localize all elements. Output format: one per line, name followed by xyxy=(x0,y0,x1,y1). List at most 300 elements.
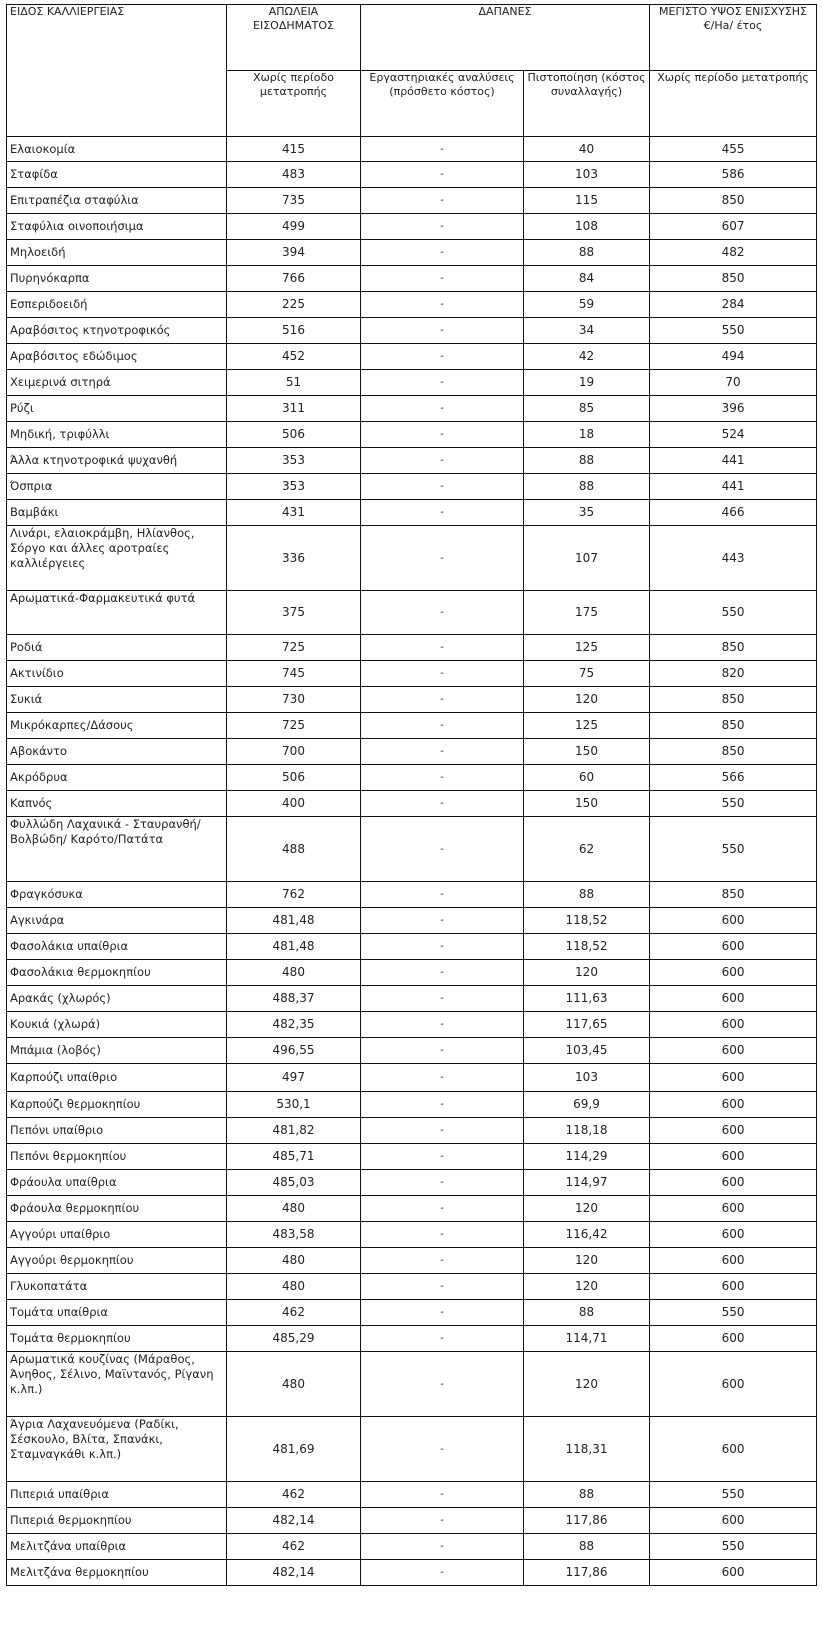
income-loss-cell: 483,58 xyxy=(227,1222,361,1248)
table-row xyxy=(7,765,817,791)
table-row xyxy=(7,1248,817,1274)
income-loss-cell: 480 xyxy=(227,1274,361,1300)
income-loss-cell: 497 xyxy=(227,1064,361,1092)
max-support-cell: 600 xyxy=(650,1012,817,1038)
table-row xyxy=(7,1064,817,1092)
max-support-cell: 850 xyxy=(650,739,817,765)
lab-cost-cell: - xyxy=(361,1417,524,1482)
crop-name-cell: Αραβόσιτος κτηνοτροφικός xyxy=(7,318,227,344)
max-support-cell: 550 xyxy=(650,791,817,817)
crop-name-cell: Μελιτζάνα υπαίθρια xyxy=(7,1534,227,1560)
table-row xyxy=(7,1534,817,1560)
crop-name-cell: Ακτινίδιο xyxy=(7,661,227,687)
certification-cell: 117,86 xyxy=(524,1560,650,1586)
max-support-cell: 600 xyxy=(650,960,817,986)
crop-name-cell: Βαμβάκι xyxy=(7,500,227,526)
crop-name-cell: Πεπόνι υπαίθριο xyxy=(7,1118,227,1144)
max-support-cell: 600 xyxy=(650,934,817,960)
certification-cell: 88 xyxy=(524,1300,650,1326)
lab-cost-cell: - xyxy=(361,137,524,162)
max-support-cell: 600 xyxy=(650,1352,817,1417)
table-row xyxy=(7,934,817,960)
table-row xyxy=(7,318,817,344)
max-support-cell: 850 xyxy=(650,687,817,713)
certification-cell: 120 xyxy=(524,960,650,986)
max-support-cell: 550 xyxy=(650,318,817,344)
lab-cost-cell: - xyxy=(361,1326,524,1352)
income-loss-cell: 530,1 xyxy=(227,1092,361,1118)
lab-cost-cell: - xyxy=(361,396,524,422)
crop-name-cell: Συκιά xyxy=(7,687,227,713)
max-support-cell: 600 xyxy=(650,1508,817,1534)
income-loss-cell: 700 xyxy=(227,739,361,765)
lab-cost-cell: - xyxy=(361,318,524,344)
table-row xyxy=(7,1560,817,1586)
certification-cell: 19 xyxy=(524,370,650,396)
crop-name-cell: Αβοκάντο xyxy=(7,739,227,765)
lab-cost-cell: - xyxy=(361,986,524,1012)
certification-cell: 175 xyxy=(524,591,650,635)
crop-name-cell: Φυλλώδη Λαχανικά - Σταυρανθή/Βολβώδη/ Καρότο/Πατάτα xyxy=(7,817,227,882)
lab-cost-cell: - xyxy=(361,344,524,370)
table-row xyxy=(7,1092,817,1118)
header-max-support: ΜΕΓΙΣΤΟ ΥΨΟΣ ΕΝΙΣΧΥΣΗΣ €/Ha/ έτος xyxy=(650,5,817,71)
max-support-cell: 586 xyxy=(650,162,817,188)
certification-cell: 18 xyxy=(524,422,650,448)
income-loss-cell: 506 xyxy=(227,422,361,448)
income-loss-cell: 483 xyxy=(227,162,361,188)
lab-cost-cell: - xyxy=(361,1038,524,1064)
max-support-cell: 550 xyxy=(650,591,817,635)
max-support-cell: 600 xyxy=(650,1170,817,1196)
certification-cell: 60 xyxy=(524,765,650,791)
certification-cell: 120 xyxy=(524,1248,650,1274)
table-row xyxy=(7,1222,817,1248)
income-loss-cell: 735 xyxy=(227,188,361,214)
lab-cost-cell: - xyxy=(361,1352,524,1417)
table-row xyxy=(7,1012,817,1038)
table-row xyxy=(7,526,817,591)
lab-cost-cell: - xyxy=(361,292,524,318)
income-loss-cell: 480 xyxy=(227,1248,361,1274)
max-support-cell: 494 xyxy=(650,344,817,370)
certification-cell: 115 xyxy=(524,188,650,214)
crop-name-cell: Επιτραπέζια σταφύλια xyxy=(7,188,227,214)
income-loss-cell: 745 xyxy=(227,661,361,687)
max-support-cell: 850 xyxy=(650,882,817,908)
income-loss-cell: 485,03 xyxy=(227,1170,361,1196)
max-support-cell: 443 xyxy=(650,526,817,591)
certification-cell: 62 xyxy=(524,817,650,882)
crop-name-cell: Ρύζι xyxy=(7,396,227,422)
lab-cost-cell: - xyxy=(361,1196,524,1222)
crop-name-cell: Μελιτζάνα θερμοκηπίου xyxy=(7,1560,227,1586)
lab-cost-cell: - xyxy=(361,1092,524,1118)
certification-cell: 118,52 xyxy=(524,934,650,960)
crop-name-cell: Αγγούρι θερμοκηπίου xyxy=(7,1248,227,1274)
certification-cell: 114,97 xyxy=(524,1170,650,1196)
income-loss-cell: 482,14 xyxy=(227,1560,361,1586)
certification-cell: 84 xyxy=(524,266,650,292)
certification-cell: 125 xyxy=(524,713,650,739)
income-loss-cell: 725 xyxy=(227,635,361,661)
max-support-cell: 550 xyxy=(650,1300,817,1326)
table-row xyxy=(7,687,817,713)
crop-name-cell: Αγκινάρα xyxy=(7,908,227,934)
certification-cell: 120 xyxy=(524,1352,650,1417)
table-row xyxy=(7,1300,817,1326)
lab-cost-cell: - xyxy=(361,1300,524,1326)
lab-cost-cell: - xyxy=(361,1144,524,1170)
table-row xyxy=(7,214,817,240)
certification-cell: 120 xyxy=(524,687,650,713)
lab-cost-cell: - xyxy=(361,526,524,591)
table-row xyxy=(7,739,817,765)
lab-cost-cell: - xyxy=(361,474,524,500)
table-row xyxy=(7,1038,817,1064)
crop-name-cell: Μηλοειδή xyxy=(7,240,227,266)
subheader-certification: Πιστοποίηση (κόστος συναλλαγής) xyxy=(524,71,650,137)
header-crop-type: ΕΙΔΟΣ ΚΑΛΛΙΕΡΓΕΙΑΣ xyxy=(7,5,227,137)
crop-name-cell: Μικρόκαρπες/Δάσους xyxy=(7,713,227,739)
support-table xyxy=(6,4,817,1586)
income-loss-cell: 225 xyxy=(227,292,361,318)
crop-name-cell: Μηδική, τριφύλλι xyxy=(7,422,227,448)
income-loss-cell: 394 xyxy=(227,240,361,266)
crop-name-cell: Τομάτα υπαίθρια xyxy=(7,1300,227,1326)
max-support-cell: 284 xyxy=(650,292,817,318)
income-loss-cell: 725 xyxy=(227,713,361,739)
table-row xyxy=(7,1144,817,1170)
certification-cell: 34 xyxy=(524,318,650,344)
income-loss-cell: 415 xyxy=(227,137,361,162)
certification-cell: 88 xyxy=(524,1534,650,1560)
table-row xyxy=(7,635,817,661)
certification-cell: 114,71 xyxy=(524,1326,650,1352)
crop-name-cell: Σταφύλια οινοποιήσιμα xyxy=(7,214,227,240)
table-row xyxy=(7,292,817,318)
subheader-max-support: Χωρίς περίοδο μετατροπής xyxy=(650,71,817,137)
certification-cell: 103 xyxy=(524,1064,650,1092)
income-loss-cell: 462 xyxy=(227,1534,361,1560)
table-row xyxy=(7,266,817,292)
lab-cost-cell: - xyxy=(361,908,524,934)
max-support-cell: 600 xyxy=(650,908,817,934)
income-loss-cell: 730 xyxy=(227,687,361,713)
certification-cell: 75 xyxy=(524,661,650,687)
income-loss-cell: 482,14 xyxy=(227,1508,361,1534)
lab-cost-cell: - xyxy=(361,500,524,526)
max-support-cell: 441 xyxy=(650,474,817,500)
table-row xyxy=(7,908,817,934)
crop-name-cell: Γλυκοπατάτα xyxy=(7,1274,227,1300)
income-loss-cell: 481,48 xyxy=(227,908,361,934)
table-row xyxy=(7,882,817,908)
certification-cell: 88 xyxy=(524,448,650,474)
max-support-cell: 600 xyxy=(650,1248,817,1274)
crop-name-cell: Άλλα κτηνοτροφικά ψυχανθή xyxy=(7,448,227,474)
crop-name-cell: Φράουλα θερμοκηπίου xyxy=(7,1196,227,1222)
income-loss-cell: 336 xyxy=(227,526,361,591)
certification-cell: 118,31 xyxy=(524,1417,650,1482)
subheader-lab-analyses: Εργαστηριακές αναλύσεις (πρόσθετο κόστος) xyxy=(361,71,524,137)
income-loss-cell: 353 xyxy=(227,474,361,500)
lab-cost-cell: - xyxy=(361,687,524,713)
crop-name-cell: Τομάτα θερμοκηπίου xyxy=(7,1326,227,1352)
income-loss-cell: 481,82 xyxy=(227,1118,361,1144)
certification-cell: 40 xyxy=(524,137,650,162)
crop-name-cell: Άγρια Λαχανευόμενα (Ραδίκι, Σέσκουλο, Βλίτα, Σπανάκι, Σταμναγκάθι κ.λπ.) xyxy=(7,1417,227,1482)
lab-cost-cell: - xyxy=(361,960,524,986)
income-loss-cell: 766 xyxy=(227,266,361,292)
income-loss-cell: 462 xyxy=(227,1482,361,1508)
crop-name-cell: Πιπεριά θερμοκηπίου xyxy=(7,1508,227,1534)
max-support-cell: 600 xyxy=(650,1144,817,1170)
income-loss-cell: 499 xyxy=(227,214,361,240)
lab-cost-cell: - xyxy=(361,214,524,240)
max-support-cell: 550 xyxy=(650,817,817,882)
income-loss-cell: 480 xyxy=(227,1352,361,1417)
certification-cell: 116,42 xyxy=(524,1222,650,1248)
certification-cell: 117,86 xyxy=(524,1508,650,1534)
lab-cost-cell: - xyxy=(361,240,524,266)
header-costs: ΔΑΠΑΝΕΣ xyxy=(361,5,650,71)
table-row xyxy=(7,1118,817,1144)
lab-cost-cell: - xyxy=(361,1482,524,1508)
income-loss-cell: 496,55 xyxy=(227,1038,361,1064)
income-loss-cell: 485,71 xyxy=(227,1144,361,1170)
certification-cell: 35 xyxy=(524,500,650,526)
max-support-cell: 850 xyxy=(650,266,817,292)
max-support-cell: 607 xyxy=(650,214,817,240)
lab-cost-cell: - xyxy=(361,1222,524,1248)
lab-cost-cell: - xyxy=(361,1012,524,1038)
income-loss-cell: 516 xyxy=(227,318,361,344)
table-row xyxy=(7,370,817,396)
income-loss-cell: 488 xyxy=(227,817,361,882)
max-support-cell: 600 xyxy=(650,1274,817,1300)
income-loss-cell: 375 xyxy=(227,591,361,635)
income-loss-cell: 762 xyxy=(227,882,361,908)
income-loss-cell: 400 xyxy=(227,791,361,817)
crop-name-cell: Εσπεριδοειδή xyxy=(7,292,227,318)
certification-cell: 42 xyxy=(524,344,650,370)
table-row xyxy=(7,1482,817,1508)
crop-name-cell: Ροδιά xyxy=(7,635,227,661)
lab-cost-cell: - xyxy=(361,765,524,791)
certification-cell: 118,52 xyxy=(524,908,650,934)
lab-cost-cell: - xyxy=(361,791,524,817)
income-loss-cell: 481,48 xyxy=(227,934,361,960)
crop-name-cell: Αρωματικά-Φαρμακευτικά φυτά xyxy=(7,591,227,635)
header-income-loss: ΑΠΩΛΕΙΑ ΕΙΣΟΔΗΜΑΤΟΣ xyxy=(227,5,361,71)
crop-name-cell: Σταφίδα xyxy=(7,162,227,188)
crop-name-cell: Αγγούρι υπαίθριο xyxy=(7,1222,227,1248)
lab-cost-cell: - xyxy=(361,1560,524,1586)
table-row xyxy=(7,162,817,188)
certification-cell: 88 xyxy=(524,240,650,266)
certification-cell: 118,18 xyxy=(524,1118,650,1144)
crop-name-cell: Πιπεριά υπαίθρια xyxy=(7,1482,227,1508)
lab-cost-cell: - xyxy=(361,370,524,396)
table-row xyxy=(7,422,817,448)
table-row xyxy=(7,791,817,817)
max-support-cell: 600 xyxy=(650,986,817,1012)
max-support-cell: 441 xyxy=(650,448,817,474)
max-support-cell: 850 xyxy=(650,188,817,214)
max-support-cell: 600 xyxy=(650,1064,817,1092)
certification-cell: 88 xyxy=(524,882,650,908)
table-row xyxy=(7,500,817,526)
certification-cell: 59 xyxy=(524,292,650,318)
max-support-cell: 550 xyxy=(650,1482,817,1508)
crop-name-cell: Καπνός xyxy=(7,791,227,817)
max-support-cell: 396 xyxy=(650,396,817,422)
table-row xyxy=(7,591,817,635)
table-row xyxy=(7,1274,817,1300)
crop-name-cell: Αρωματικά κουζίνας (Μάραθος, Άνηθος, Σέλινο, Μαϊντανός, Ρίγανη κ.λπ.) xyxy=(7,1352,227,1417)
lab-cost-cell: - xyxy=(361,635,524,661)
table-row xyxy=(7,1170,817,1196)
certification-cell: 120 xyxy=(524,1196,650,1222)
table-row xyxy=(7,960,817,986)
max-support-cell: 600 xyxy=(650,1326,817,1352)
header-row-main xyxy=(7,5,817,71)
table-row xyxy=(7,396,817,422)
income-loss-cell: 482,35 xyxy=(227,1012,361,1038)
income-loss-cell: 488,37 xyxy=(227,986,361,1012)
max-support-cell: 550 xyxy=(650,1534,817,1560)
income-loss-cell: 51 xyxy=(227,370,361,396)
table-row xyxy=(7,240,817,266)
lab-cost-cell: - xyxy=(361,1508,524,1534)
crop-name-cell: Χειμερινά σιτηρά xyxy=(7,370,227,396)
table-row xyxy=(7,1196,817,1222)
lab-cost-cell: - xyxy=(361,817,524,882)
income-loss-cell: 353 xyxy=(227,448,361,474)
crop-name-cell: Όσπρια xyxy=(7,474,227,500)
lab-cost-cell: - xyxy=(361,661,524,687)
certification-cell: 150 xyxy=(524,739,650,765)
max-support-cell: 70 xyxy=(650,370,817,396)
certification-cell: 88 xyxy=(524,474,650,500)
lab-cost-cell: - xyxy=(361,188,524,214)
crop-name-cell: Φραγκόσυκα xyxy=(7,882,227,908)
max-support-cell: 600 xyxy=(650,1092,817,1118)
crop-name-cell: Κουκιά (χλωρά) xyxy=(7,1012,227,1038)
certification-cell: 69,9 xyxy=(524,1092,650,1118)
crop-name-cell: Καρπούζι υπαίθριο xyxy=(7,1064,227,1092)
certification-cell: 103,45 xyxy=(524,1038,650,1064)
max-support-cell: 600 xyxy=(650,1417,817,1482)
lab-cost-cell: - xyxy=(361,1534,524,1560)
table-row xyxy=(7,448,817,474)
income-loss-cell: 462 xyxy=(227,1300,361,1326)
table-row xyxy=(7,986,817,1012)
max-support-cell: 850 xyxy=(650,713,817,739)
max-support-cell: 850 xyxy=(650,635,817,661)
max-support-cell: 524 xyxy=(650,422,817,448)
table-row xyxy=(7,1352,817,1417)
crop-name-cell: Πεπόνι θερμοκηπίου xyxy=(7,1144,227,1170)
lab-cost-cell: - xyxy=(361,1248,524,1274)
max-support-cell: 466 xyxy=(650,500,817,526)
certification-cell: 114,29 xyxy=(524,1144,650,1170)
certification-cell: 117,65 xyxy=(524,1012,650,1038)
max-support-cell: 482 xyxy=(650,240,817,266)
lab-cost-cell: - xyxy=(361,266,524,292)
crop-name-cell: Ακρόδρυα xyxy=(7,765,227,791)
max-support-cell: 455 xyxy=(650,137,817,162)
max-support-cell: 600 xyxy=(650,1118,817,1144)
crop-name-cell: Αραβόσιτος εδώδιμος xyxy=(7,344,227,370)
lab-cost-cell: - xyxy=(361,934,524,960)
table-row xyxy=(7,817,817,882)
table-row xyxy=(7,1326,817,1352)
lab-cost-cell: - xyxy=(361,1118,524,1144)
crop-name-cell: Λινάρι, ελαιοκράμβη, Ηλίανθος, Σόργο και άλλες αροτραίες καλλιέργειες xyxy=(7,526,227,591)
crop-name-cell: Φασολάκια υπαίθρια xyxy=(7,934,227,960)
table-row xyxy=(7,137,817,162)
table-row xyxy=(7,661,817,687)
certification-cell: 108 xyxy=(524,214,650,240)
max-support-cell: 600 xyxy=(650,1038,817,1064)
certification-cell: 88 xyxy=(524,1482,650,1508)
lab-cost-cell: - xyxy=(361,1064,524,1092)
certification-cell: 111,63 xyxy=(524,986,650,1012)
income-loss-cell: 452 xyxy=(227,344,361,370)
crop-name-cell: Καρπούζι θερμοκηπίου xyxy=(7,1092,227,1118)
certification-cell: 125 xyxy=(524,635,650,661)
lab-cost-cell: - xyxy=(361,1170,524,1196)
max-support-cell: 600 xyxy=(650,1222,817,1248)
income-loss-cell: 431 xyxy=(227,500,361,526)
crop-name-cell: Φράουλα υπαίθρια xyxy=(7,1170,227,1196)
max-support-cell: 820 xyxy=(650,661,817,687)
crop-name-cell: Αρακάς (χλωρός) xyxy=(7,986,227,1012)
table-row xyxy=(7,713,817,739)
table-row xyxy=(7,1508,817,1534)
income-loss-cell: 480 xyxy=(227,1196,361,1222)
lab-cost-cell: - xyxy=(361,422,524,448)
certification-cell: 103 xyxy=(524,162,650,188)
lab-cost-cell: - xyxy=(361,713,524,739)
lab-cost-cell: - xyxy=(361,448,524,474)
lab-cost-cell: - xyxy=(361,739,524,765)
crop-name-cell: Πυρηνόκαρπα xyxy=(7,266,227,292)
max-support-cell: 600 xyxy=(650,1196,817,1222)
income-loss-cell: 481,69 xyxy=(227,1417,361,1482)
max-support-cell: 600 xyxy=(650,1560,817,1586)
crop-name-cell: Ελαιοκομία xyxy=(7,137,227,162)
income-loss-cell: 480 xyxy=(227,960,361,986)
lab-cost-cell: - xyxy=(361,1274,524,1300)
income-loss-cell: 485,29 xyxy=(227,1326,361,1352)
lab-cost-cell: - xyxy=(361,591,524,635)
income-loss-cell: 506 xyxy=(227,765,361,791)
certification-cell: 85 xyxy=(524,396,650,422)
table-row xyxy=(7,188,817,214)
certification-cell: 107 xyxy=(524,526,650,591)
table-row xyxy=(7,474,817,500)
table-row xyxy=(7,344,817,370)
income-loss-cell: 311 xyxy=(227,396,361,422)
crop-name-cell: Μπάμια (λοβός) xyxy=(7,1038,227,1064)
crop-name-cell: Φασολάκια θερμοκηπίου xyxy=(7,960,227,986)
lab-cost-cell: - xyxy=(361,162,524,188)
lab-cost-cell: - xyxy=(361,882,524,908)
certification-cell: 150 xyxy=(524,791,650,817)
